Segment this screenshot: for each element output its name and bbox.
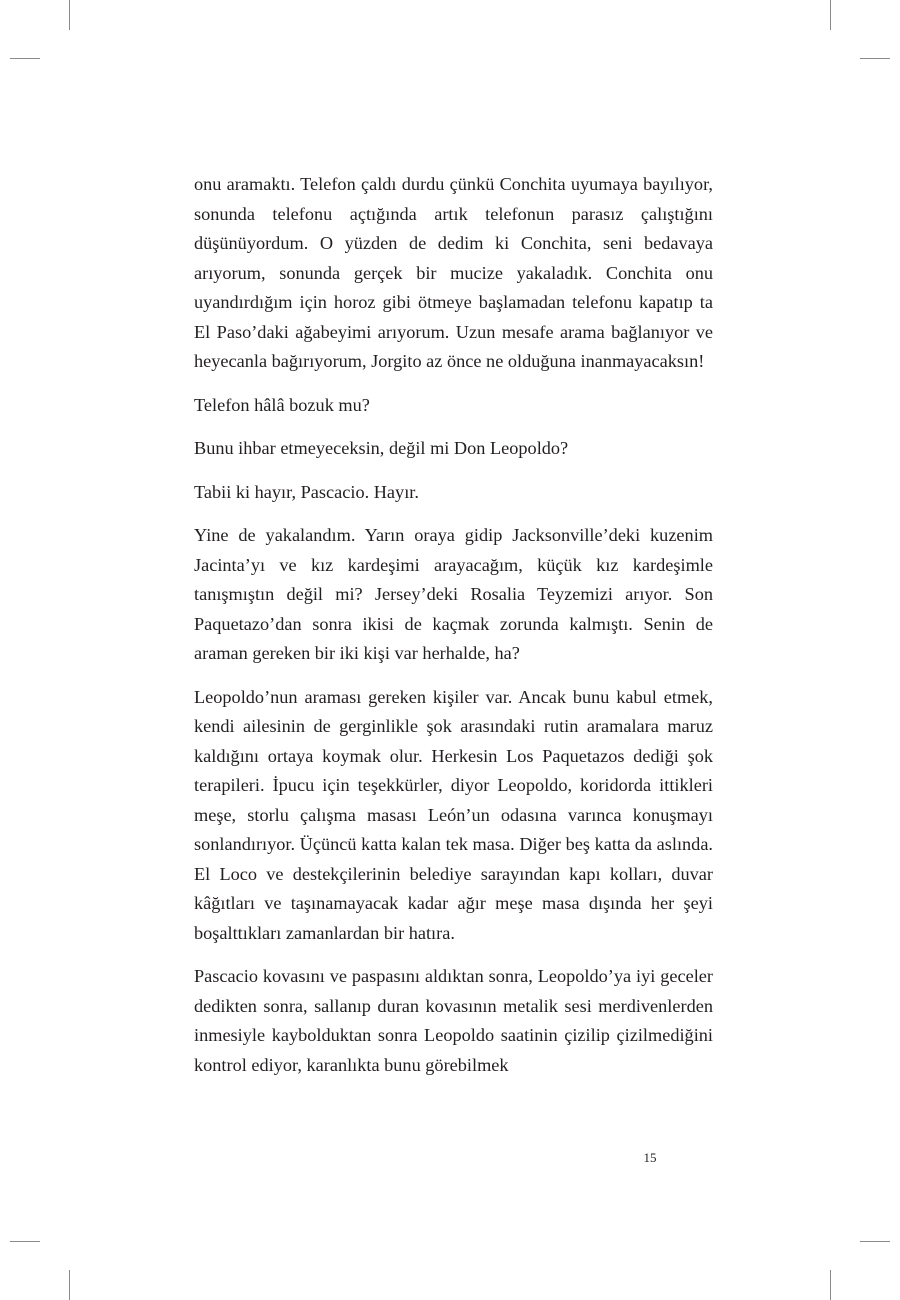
- paragraph: onu aramaktı. Telefon çaldı durdu çünkü Conchita uyumaya bayılıyor, sonunda telefonu açtığında artık telefonun parasız çalıştığını düşünüyordum. O yüzden de dedim ki Conchita, seni bedavaya arıyorum, sonunda gerçek bir mucize yakaladık. Conchita onu uyandırdığım için horoz gibi ötmeye başlamadan telefonu kapatıp ta El Paso’daki ağabeyimi arıyorum. Uzun mesafe arama bağlanıyor ve heyecanla bağırıyorum, Jorgito az önce ne olduğuna inanmayacaksın!: [194, 174, 713, 371]
- crop-mark-top-right-horizontal: [860, 58, 890, 59]
- paragraph: Tabii ki hayır, Pascacio. Hayır.: [194, 481, 419, 502]
- body-text: [194, 170, 713, 1080]
- paragraph: Pascacio kovasını ve paspasını aldıktan sonra, Leopoldo’ya iyi geceler dedikten sonra, sallanıp duran kovasının metalik sesi merdivenlerden inmesiyle kaybolduktan sonra Leopoldo saatinin çizilip çizilmediğini kontrol ediyor, karanlıkta bunu görebilmek: [194, 966, 713, 1075]
- paragraph: Yine de yakalandım. Yarın oraya gidip Jacksonville’deki kuzenim Jacinta’yı ve kız kardeşimi arayacağım, küçük kız kardeşimle tanışmıştın değil mi? Jersey’deki Rosalia Teyzemizi arıyor. Son Paquetazo’dan sonra ikisi de kaçmak zorunda kalmıştı. Senin de araman gereken bir iki kişi var herhalde, ha?: [194, 525, 713, 663]
- crop-mark-bottom-left-horizontal: [10, 1241, 40, 1242]
- crop-mark-top-right-vertical: [830, 0, 831, 30]
- crop-mark-bottom-right-horizontal: [860, 1241, 890, 1242]
- page-number: 15: [643, 1150, 657, 1165]
- crop-mark-top-left-vertical: [69, 0, 70, 30]
- paragraph: Leopoldo’nun araması gereken kişiler var. Ancak bunu kabul etmek, kendi ailesinin de gerginlikle şok arasındaki rutin aramalara maruz kaldığını ortaya koymak olur. Herkesin Los Paquetazos dediği şok terapileri. İpucu için teşekkürler, diyor Leopoldo, koridorda ittikleri meşe, storlu çalışma masası León’un odasına varınca konuşmayı sonlandırıyor. Üçüncü katta kalan tek masa. Diğer beş katta da aslında. El Loco ve destekçilerinin belediye sarayından kapı kolları, duvar kâğıtları ve taşınamayacak kadar ağır meşe masa dışında her şeyi boşalttıkları zamanlardan bir hatıra.: [194, 686, 713, 943]
- paragraph: Bunu ihbar etmeyeceksin, değil mi Don Leopoldo?: [194, 438, 569, 458]
- paragraph: Telefon hâlâ bozuk mu?: [194, 394, 370, 415]
- crop-mark-bottom-left-vertical: [69, 1270, 70, 1300]
- crop-mark-top-left-horizontal: [10, 58, 40, 59]
- crop-mark-bottom-right-vertical: [830, 1270, 831, 1300]
